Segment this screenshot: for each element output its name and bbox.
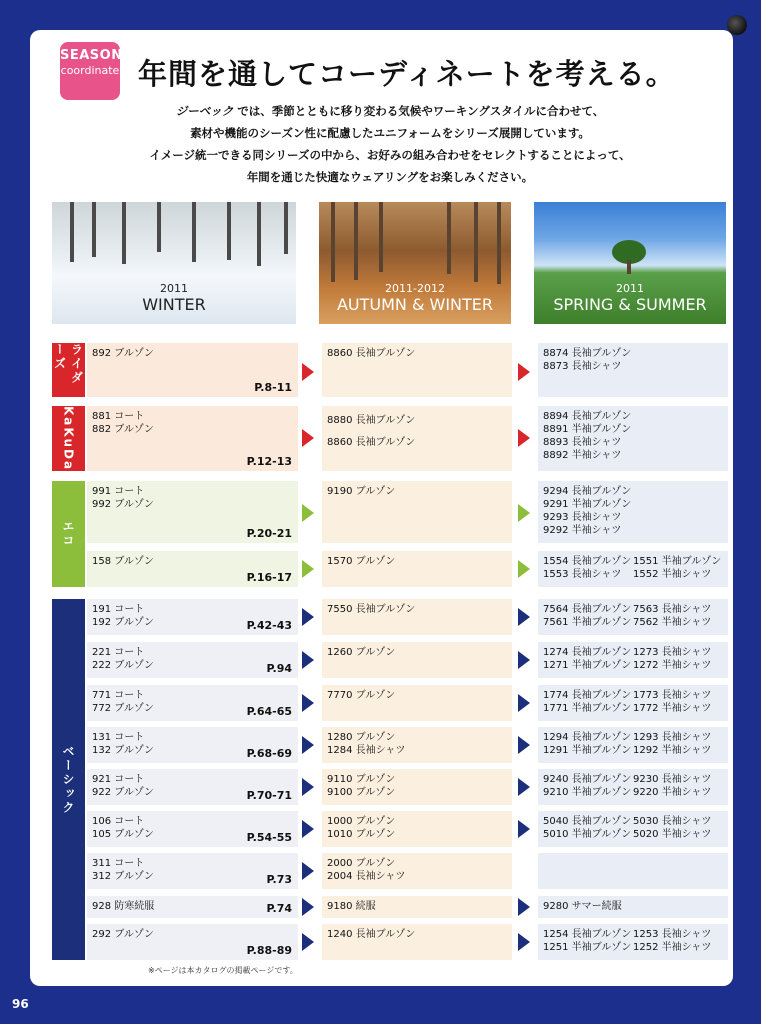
spring-cell: 1294 長袖ブルゾン 1291 半袖ブルゾン 1293 長袖シャツ 1292 半袖シャツ: [538, 727, 728, 763]
autumn-cell: 9190 ブルゾン: [322, 481, 512, 543]
winter-cell: 106 コート 105 ブルゾン P.54-55: [87, 811, 298, 847]
spring-cell: 9240 長袖ブルゾン 9210 半袖ブルゾン 9230 長袖シャツ 9220 半袖シャツ: [538, 769, 728, 805]
arrow-right-icon: [302, 429, 314, 447]
autumn-cell: 1280 ブルゾン 1284 長袖シャツ: [322, 727, 512, 763]
page-ref: P.42-43: [246, 619, 292, 632]
intro-line2: 素材や機能のシーズン性に配慮したユニフォームをシリーズ展開しています。: [190, 126, 590, 140]
winter-cell: 131 コート 132 ブルゾン P.68-69: [87, 727, 298, 763]
arrow-right-icon: [302, 898, 314, 916]
page-number: 96: [12, 997, 29, 1011]
category-eco: エコ: [52, 481, 85, 587]
page-ref: P.73: [266, 873, 292, 886]
winter-cell: 221 コート 222 ブルゾン P.94: [87, 642, 298, 678]
page-ref: P.64-65: [246, 705, 292, 718]
spring-cell: 5040 長袖ブルゾン 5010 半袖ブルゾン 5030 長袖シャツ 5020 半袖シャツ: [538, 811, 728, 847]
arrow-right-icon: [518, 363, 530, 381]
season-year: 2011: [160, 282, 188, 295]
season-name: SPRING & SUMMER: [553, 295, 707, 314]
spring-cell: 1554 長袖ブルゾン 1553 長袖シャツ 1551 半袖ブルゾン 1552 半袖シャツ: [538, 551, 728, 587]
page-ref: P.94: [266, 662, 292, 675]
page-ref: P.16-17: [246, 571, 292, 584]
arrow-right-icon: [302, 820, 314, 838]
season-year: 2011-2012: [385, 282, 445, 295]
autumn-cell: 1000 ブルゾン 1010 ブルゾン: [322, 811, 512, 847]
season-year: 2011: [616, 282, 644, 295]
footnote: ※ページは本カタログの掲載ページです。: [148, 966, 298, 975]
arrow-right-icon: [302, 694, 314, 712]
intro-line1: では、季節とともに移り変わる気候やワーキングスタイルに合わせて、: [237, 104, 605, 118]
winter-cell: 771 コート 772 ブルゾン P.64-65: [87, 685, 298, 721]
arrow-right-icon: [302, 651, 314, 669]
winter-cell: 881 コート 882 ブルゾン P.12-13: [87, 406, 298, 471]
catalog-page: [30, 30, 733, 986]
winter-cell: 158 ブルゾン P.16-17: [87, 551, 298, 587]
season-photo-winter: [52, 202, 296, 324]
season-name: WINTER: [142, 295, 206, 314]
season-coordinate-badge: [60, 42, 123, 100]
winter-cell: 292 ブルゾン P.88-89: [87, 924, 298, 960]
arrow-right-icon: [518, 608, 530, 626]
arrow-right-icon: [518, 820, 530, 838]
page-ref: P.54-55: [246, 831, 292, 844]
winter-cell: 191 コート 192 ブルゾン P.42-43: [87, 599, 298, 635]
season-photo-spring-summer: [534, 202, 726, 324]
category-basic: ベーシック: [52, 599, 85, 960]
arrow-right-icon: [518, 898, 530, 916]
winter-cell: 921 コート 922 ブルゾン P.70-71: [87, 769, 298, 805]
page-ref: P.68-69: [246, 747, 292, 760]
arrow-right-icon: [518, 933, 530, 951]
arrow-right-icon: [302, 736, 314, 754]
spring-cell: 7564 長袖ブルゾン 7561 半袖ブルゾン 7563 長袖シャツ 7562 半袖シャツ: [538, 599, 728, 635]
page-ref: P.20-21: [246, 527, 292, 540]
arrow-right-icon: [302, 933, 314, 951]
arrow-right-icon: [518, 694, 530, 712]
page-ref: P.12-13: [246, 455, 292, 468]
arrow-right-icon: [518, 429, 530, 447]
spring-cell: 9280 サマー続服: [538, 896, 728, 918]
page-ref: P.88-89: [246, 944, 292, 957]
brand-logo: ジーベック: [175, 104, 234, 118]
category-kakuda: KaKuDa: [52, 406, 85, 471]
autumn-cell: 9110 ブルゾン 9100 ブルゾン: [322, 769, 512, 805]
autumn-cell: 1260 ブルゾン: [322, 642, 512, 678]
arrow-right-icon: [518, 736, 530, 754]
headline: 年間を通してコーディネートを考える。: [138, 57, 676, 91]
arrow-right-icon: [518, 504, 530, 522]
winter-cell: 991 コート 992 ブルゾン P.20-21: [87, 481, 298, 543]
arrow-right-icon: [518, 778, 530, 796]
page-ref: P.8-11: [254, 381, 292, 394]
intro-line3: イメージ統一できる同シリーズの中から、お好みの組み合わせをセレクトすることによって、: [149, 148, 631, 162]
badge-line1: SEASON: [60, 48, 123, 63]
spring-cell: 9294 長袖ブルゾン 9291 半袖ブルゾン 9293 長袖シャツ 9292 半袖シャツ: [538, 481, 728, 543]
spring-cell: 1774 長袖ブルゾン 1771 半袖ブルゾン 1773 長袖シャツ 1772 半袖シャツ: [538, 685, 728, 721]
autumn-cell: 7770 ブルゾン: [322, 685, 512, 721]
spring-cell: 8894 長袖ブルゾン 8891 半袖ブルゾン 8893 長袖シャツ 8892 半袖シャツ: [538, 406, 728, 471]
winter-cell: 311 コート 312 ブルゾン P.73: [87, 853, 298, 889]
autumn-cell: 7550 長袖ブルゾン: [322, 599, 512, 635]
autumn-cell: 8860 長袖ブルゾン: [322, 343, 512, 397]
arrow-right-icon: [302, 504, 314, 522]
winter-cell: 928 防寒続服 P.74: [87, 896, 298, 918]
intro-text: [90, 100, 690, 188]
spring-cell: 8874 長袖ブルゾン 8873 長袖シャツ: [538, 343, 728, 397]
arrow-right-icon: [302, 862, 314, 880]
winter-cell: 892 ブルゾン P.8-11: [87, 343, 298, 397]
page-ref: P.74: [266, 902, 292, 915]
arrow-right-icon: [302, 608, 314, 626]
autumn-cell: 9180 続服: [322, 896, 512, 918]
arrow-right-icon: [302, 778, 314, 796]
season-photo-autumn-winter: [319, 202, 511, 324]
arrow-right-icon: [302, 363, 314, 381]
autumn-cell: 2000 ブルゾン 2004 長袖シャツ: [322, 853, 512, 889]
category-riders: ライダーズ: [52, 343, 85, 397]
page-ref: P.70-71: [246, 789, 292, 802]
arrow-right-icon: [518, 651, 530, 669]
arrow-right-icon: [302, 560, 314, 578]
arrow-right-icon: [518, 560, 530, 578]
spring-cell: 1274 長袖ブルゾン 1271 半袖ブルゾン 1273 長袖シャツ 1272 半袖シャツ: [538, 642, 728, 678]
autumn-cell: 1240 長袖ブルゾン: [322, 924, 512, 960]
intro-line4: 年間を通じた快適なウェアリングをお楽しみください。: [246, 170, 534, 184]
spring-cell: 1254 長袖ブルゾン 1251 半袖ブルゾン 1253 長袖シャツ 1252 半袖シャツ: [538, 924, 728, 960]
spring-cell-empty: [538, 853, 728, 889]
autumn-cell: 8880 長袖ブルゾン 8860 長袖ブルゾン: [322, 406, 512, 471]
season-name: AUTUMN & WINTER: [336, 295, 494, 314]
badge-line2: coordinate: [60, 64, 120, 77]
autumn-cell: 1570 ブルゾン: [322, 551, 512, 587]
